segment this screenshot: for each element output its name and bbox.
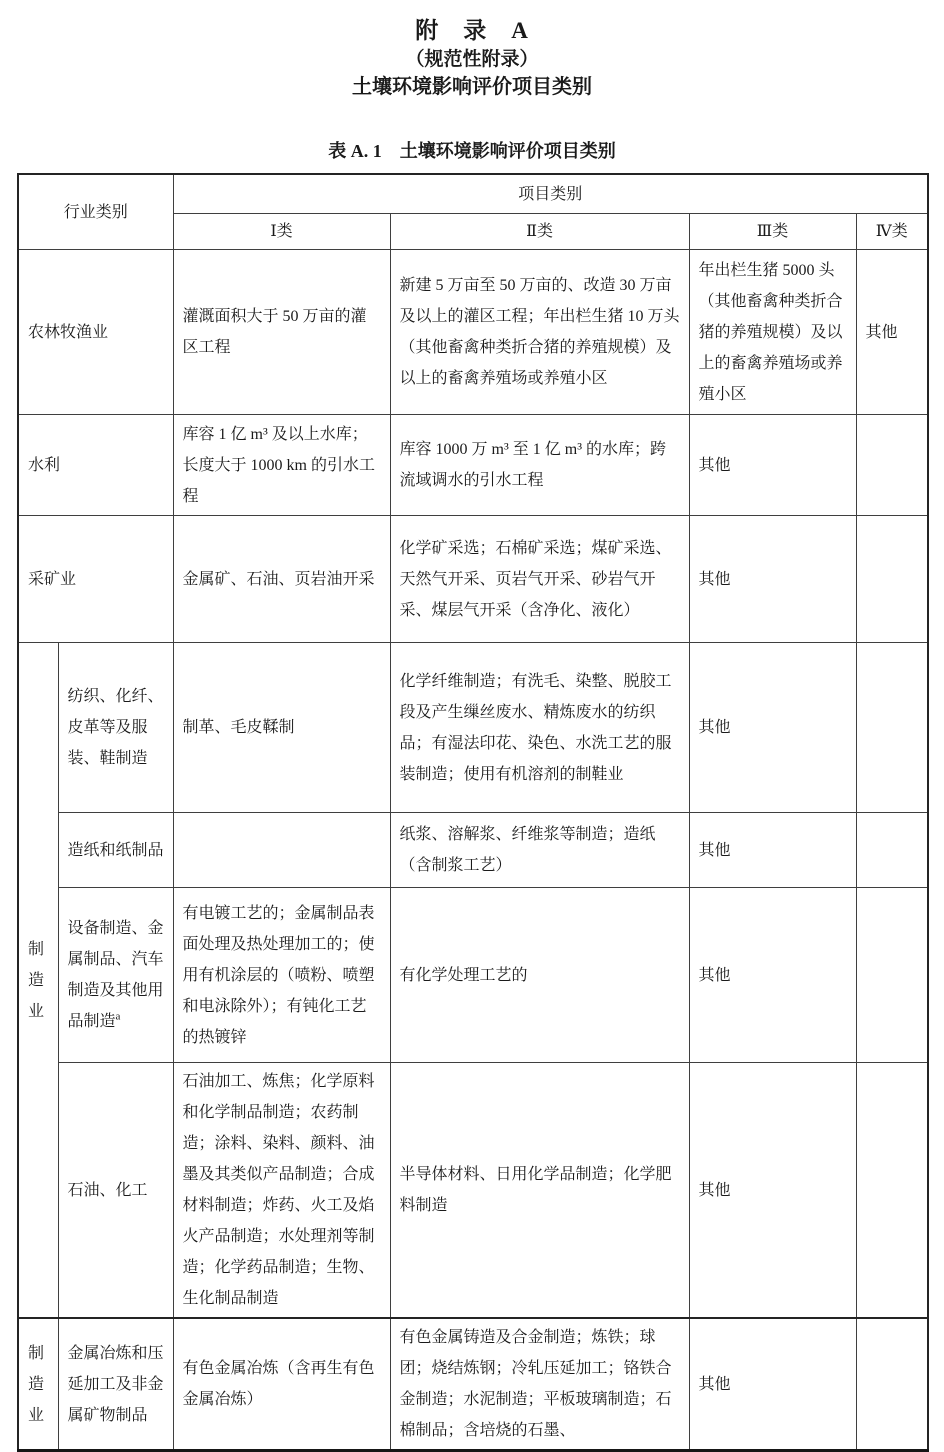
industry-cell: 水利 [18,415,173,516]
class2-cell: 新建 5 万亩至 50 万亩的、改造 30 万亩及以上的灌区工程；年出栏生猪 10 万头（其他畜禽种类折合猪的养殖规模）及以上的畜禽养殖场或养殖小区 [390,250,689,415]
table-caption: 表 A. 1 土壤环境影响评价项目类别 [328,141,616,161]
header-project: 项目类别 [173,174,928,214]
class1-cell: 石油加工、炼焦；化学原料和化学制品制造；农药制造；涂料、染料、颜料、油墨及其类似产品制造；合成材料制造；炸药、火工及焰火产品制造；水处理剂等制造；化学药品制造；生物、生化制品制造 [173,1063,390,1319]
appendix-note: （规范性附录） [405,49,539,70]
class4-cell [856,813,928,888]
industry-cell: 纺织、化纤、皮革等及服装、鞋制造 [58,643,173,813]
industry-label: 设备制造、金属制品、汽车制造及其他用品制造 [67,920,164,1030]
table-row-water [18,415,928,516]
table-row-petrochemical [18,1063,928,1319]
industry-cell: 农林牧渔业 [18,250,173,415]
class1-cell: 金属矿、石油、页岩油开采 [173,516,390,643]
document-title: 土壤环境影响评价项目类别 [352,76,592,98]
footnote-marker: a [115,1010,121,1023]
industry-cell: 石油、化工 [58,1063,173,1319]
class2-cell: 纸浆、溶解浆、纤维浆等制造；造纸（含制浆工艺） [390,813,689,888]
table-row-mining [18,516,928,643]
class1-cell: 灌溉面积大于 50 万亩的灌区工程 [173,250,390,415]
table-row-agriculture [18,250,928,415]
class3-cell: 其他 [689,813,856,888]
category-table [17,173,929,1452]
class1-cell: 有电镀工艺的；金属制品表面处理及热处理加工的；使用有机涂层的（喷粉、喷塑和电泳除外）；有钝化工艺的热镀锌 [173,888,390,1063]
class4-cell [856,888,928,1063]
class4-cell [856,516,928,643]
header-row-1 [18,174,928,214]
table-row-metallurgy [18,1318,928,1451]
header-class-4: Ⅳ类 [856,214,928,250]
appendix-title: 附 录 A [415,18,529,43]
class3-cell: 其他 [689,1063,856,1319]
class4-cell: 其他 [856,250,928,415]
class3-cell: 其他 [689,643,856,813]
class4-cell [856,643,928,813]
class2-cell: 库容 1000 万 m³ 至 1 亿 m³ 的水库；跨流域调水的引水工程 [390,415,689,516]
industry-group-cell: 制造业 [18,643,58,1319]
class1-cell [173,813,390,888]
document-heading [0,0,944,164]
class2-cell: 有色金属铸造及合金制造；炼铁；球团；烧结炼钢；冷轧压延加工；铬铁合金制造；水泥制造；平板玻璃制造；石棉制品；含培烧的石墨、 [390,1318,689,1451]
class2-cell: 半导体材料、日用化学品制造；化学肥料制造 [390,1063,689,1319]
header-industry: 行业类别 [18,174,173,250]
class2-cell: 化学矿采选；石棉矿采选；煤矿采选、天然气开采、页岩气开采、砂岩气开采、煤层气开采（含净化、液化） [390,516,689,643]
header-class-2: Ⅱ类 [390,214,689,250]
table-row-equipment [18,888,928,1063]
class3-cell: 其他 [689,415,856,516]
class3-cell: 年出栏生猪 5000 头（其他畜禽种类折合猪的养殖规模）及以上的畜禽养殖场或养殖小区 [689,250,856,415]
class2-cell: 有化学处理工艺的 [390,888,689,1063]
industry-group-cell: 制造业 [18,1318,58,1451]
table-row-paper [18,813,928,888]
industry-cell: 造纸和纸制品 [58,813,173,888]
class3-cell: 其他 [689,888,856,1063]
table-row-textile [18,643,928,813]
class3-cell: 其他 [689,516,856,643]
class4-cell [856,1318,928,1451]
class4-cell [856,415,928,516]
class2-cell: 化学纤维制造；有洗毛、染整、脱胶工段及产生缫丝废水、精炼废水的纺织品；有湿法印花、染色、水洗工艺的服装制造；使用有机溶剂的制鞋业 [390,643,689,813]
industry-cell: 金属冶炼和压延加工及非金属矿物制品 [58,1318,173,1451]
class4-cell [856,1063,928,1319]
class1-cell: 有色金属冶炼（含再生有色金属冶炼） [173,1318,390,1451]
industry-cell: 采矿业 [18,516,173,643]
header-class-1: Ⅰ类 [173,214,390,250]
class1-cell: 库容 1 亿 m³ 及以上水库；长度大于 1000 km 的引水工程 [173,415,390,516]
header-class-3: Ⅲ类 [689,214,856,250]
class3-cell: 其他 [689,1318,856,1451]
class1-cell: 制革、毛皮鞣制 [173,643,390,813]
industry-cell [58,888,173,1063]
